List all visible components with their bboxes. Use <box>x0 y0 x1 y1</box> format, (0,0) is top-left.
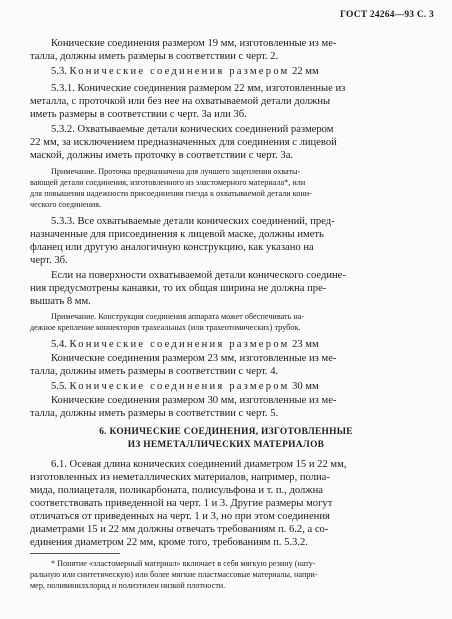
text-line: фланец или другую аналогичную конструкцию, как указано на <box>30 242 314 253</box>
section-number: 5.5. <box>51 381 67 392</box>
text-line: отличаться от приведенных на черт. 1 и 3, но при этом соединения <box>30 511 330 522</box>
section-6-heading-cont: ИЗ НЕМЕТАЛЛИЧЕСКИХ МАТЕРИАЛОВ <box>127 440 325 450</box>
footnote-divider <box>30 553 120 554</box>
section-number: 5.3. <box>51 66 67 77</box>
text-line: талла, должны иметь размеры в соответствии с черт. 2. <box>30 51 279 62</box>
text-line: Конические соединения размером 23 мм, изготовленные из ме- <box>51 353 337 364</box>
section-6-heading: 6. КОНИЧЕСКИЕ СОЕДИНЕНИЯ, ИЗГОТОВЛЕННЫЕ <box>99 427 353 437</box>
text-line: Конические соединения размером 30 мм, изготовленные из ме- <box>51 395 337 406</box>
section-number: 5.4. <box>51 339 67 350</box>
text-line: мида, полиацеталя, поликарбоната, полисульфона и т. п., должна <box>30 485 323 496</box>
section-title: Конические соединения размером <box>69 381 290 392</box>
note-line: ческого соединения. <box>30 200 102 209</box>
text-line: соответствовать приведенной на черт. 1 и 3. Другие размеры могут <box>30 498 333 509</box>
text-line: 6.1. Осевая длина конических соединений диаметром 15 и 22 мм, <box>51 459 347 470</box>
text-line: маской, должны иметь проточку в соответствии с черт. 3а. <box>30 150 294 161</box>
text-line: Конические соединения размером 19 мм, изготовленные из ме- <box>51 38 337 49</box>
section-size: 30 мм <box>292 381 319 392</box>
text-line: единения диаметром 22 мм, кроме того, требованиям п. 5.3.2. <box>30 537 308 548</box>
footnote-line: ральную или синтетическую) или более мягкие пластмассовые материалы, напри- <box>30 570 318 579</box>
note-line: вающей детали соединения, изготовленного из эластомерного материала*, или <box>30 178 306 187</box>
text-line: талла, должны иметь размеры в соответствии с черт. 4. <box>30 366 279 377</box>
text-line: ния предусмотрены канавки, то их общая ширина не должна пре- <box>30 283 327 294</box>
text-line: иметь размеры в соответствии с черт. 3а или 3б. <box>30 109 247 120</box>
note-line: для повышения надежности присоединения гнезда к охватываемой детали кони- <box>30 189 312 198</box>
note-line: Примечание. Проточка предназначена для лучшего зацепления охваты- <box>51 167 301 176</box>
text-line: талла, должны иметь размеры в соответствии с черт. 5. <box>30 408 279 419</box>
footnote-line: мер, поливинилхлорид и полиэтилен низкой плотности. <box>30 581 226 590</box>
note-line: дежное крепление коннекторов трахеальных (или трахеотомических) трубок. <box>30 323 301 332</box>
text-line: 5.3.3. Все охватываемые детали конических соединений, пред- <box>51 216 335 227</box>
text-line: изготовленных из неметаллических материалов, например, полиа- <box>30 472 330 483</box>
text-line: 5.3.2. Охватываемые детали конических соединений размером <box>51 124 334 135</box>
text-line: 22 мм, за исключением предназначенных для соединения с лицевой <box>30 137 337 148</box>
text-line: 5.3.1. Конические соединения размером 22 мм, изготовленные из <box>51 83 346 94</box>
footnote-line: * Понятие «эластомерный материал» включает в себя мягкую резину (нату- <box>51 559 316 568</box>
section-heading-5-3 <box>51 65 422 78</box>
section-heading-5-5 <box>51 380 422 393</box>
text-line: диаметрами 15 и 22 мм должны отвечать требованиям п. 6.2, а со- <box>30 524 329 535</box>
text-line: черт. 3б. <box>30 255 68 266</box>
section-size: 22 мм <box>292 66 319 77</box>
section-heading-5-4 <box>51 338 422 351</box>
section-size: 23 мм <box>292 339 319 350</box>
text-line: Если на поверхности охватываемой детали конического соедине- <box>51 270 346 281</box>
text-line: вышать 8 мм. <box>30 296 91 307</box>
page-header: ГОСТ 24264—93 С. 3 <box>340 10 434 20</box>
text-line: назначенные для присоединения к лицевой маске, должны иметь <box>30 229 324 240</box>
text-line: металла, с проточкой или без нее на охватываемой детали должны <box>30 96 331 107</box>
section-title: Конические соединения размером <box>69 339 290 350</box>
note-line: Примечание. Конструкция соединения аппарата может обеспечивать на- <box>51 312 305 321</box>
section-title: Конические соединения размером <box>69 66 290 77</box>
